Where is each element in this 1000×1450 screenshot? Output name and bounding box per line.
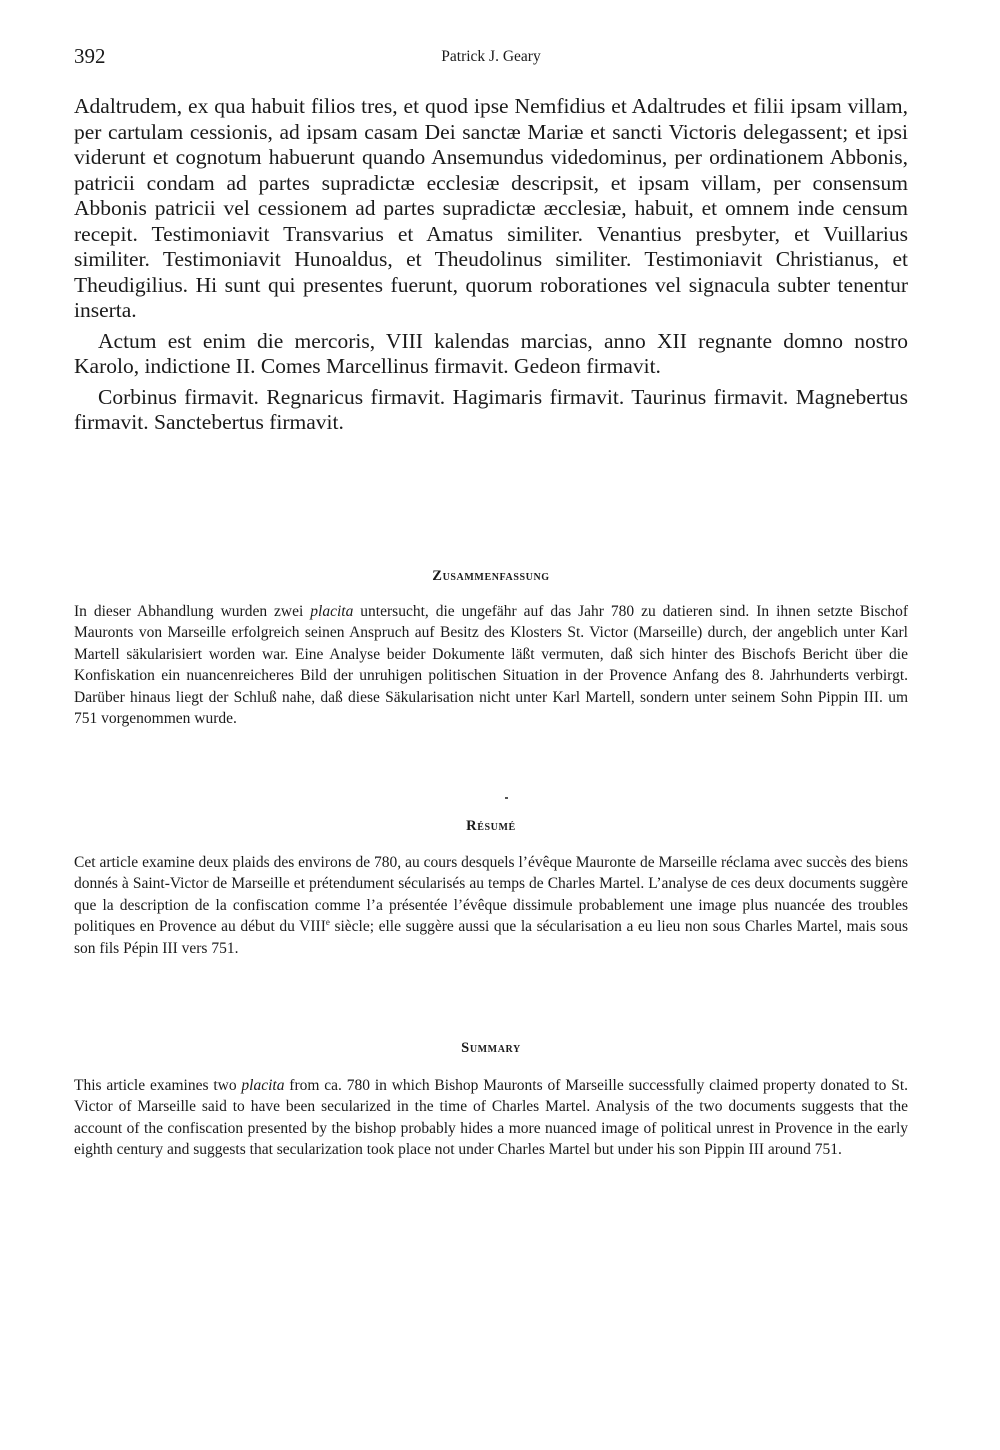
zusammenfassung-heading: Zusammenfassung bbox=[432, 568, 550, 584]
charter-signatories: Corbinus firmavit. Regnaricus firmavit. Hagimaris firmavit. Taurinus firmavit. Magnebertus firmavit. Sanctebertus firmavit. bbox=[74, 384, 908, 434]
zusammenfassung-text-part2: untersucht, die ungefähr auf das Jahr 780 zu datieren sind. In ihnen setzte Bischof Mauronts von Marseille erfolgreich seinen Anspruch auf Besitz des Klosters St. Victor (Marseille) durch, der angeblich unter Karl Martell säkularisiert worden war. Eine Analyse beider Dokumente läßt vermuten, daß sich hinter des Bischofs Bericht über die Konfiskation ein nuancenreicheres Bild der unruhigen politischen Situation in der Provence Anfang des 8. Jahrhunderts verbirgt. Darüber hinaus liegt der Schluß nahe, daß diese Säkularisation nicht unter Karl Martell, sondern unter seinem Sohn Pippin III. um 751 vorgenommen wurde. bbox=[74, 603, 908, 728]
running-head: Patrick J. Geary bbox=[441, 48, 541, 65]
page-header bbox=[74, 44, 908, 74]
resume-text-part2: siècle; elle suggère aussi que la sécularisation a eu lieu non sous Charles Martel, mais sous son fils Pépin III vers 751. bbox=[74, 918, 908, 957]
resume-superscript: e bbox=[325, 917, 330, 928]
resume-text bbox=[74, 852, 908, 959]
resume-text-part1: Cet article examine deux plaids des environs de 780, au cours desquels l’évêque Mauronte de Marseille réclama avec succès des biens donnés à Saint-Victor de Marseille et prétendument sécularisés au temps de Charles Martel. L’analyse de ces deux documents suggère que la description de la confiscation comme l’a présentée l’évêque dissimule probablement une image plus nuancée des troubles politiques en Provence au début du VIII bbox=[74, 854, 908, 936]
main-text bbox=[74, 94, 908, 436]
summary-heading: Summary bbox=[461, 1040, 521, 1056]
zusammenfassung-text-part1: In dieser Abhandlung wurden zwei bbox=[74, 603, 311, 620]
summary-section bbox=[74, 1040, 908, 1161]
charter-continuation: Adaltrudem, ex qua habuit filios tres, et quod ipse Nemfidius et Adaltrudes et filii ipsam villam, per cartulam cessionis, ad ipsam casam Dei sanctæ Mariæ et sancti Victoris delegassent; et ipsi viderunt et cognotum habuerunt quando Ansemundus videdominus, per ordinationem Abbonis, patricii condam ad partes supradictæ ecclesiæ descripsit, et ipsam villam, per consensum Abbonis patricii vel cessionem ad partes supradictæ æcclesiæ, habuit, et omnem inde censum recepit. Testimoniavit Transvarius et Amatus similiter. Venantius presbyter, et Vuillarius similiter. Testimoniavit Hunoaldus, et Theudolinus similiter. Testimoniavit Christianus, et Theudigilius. Hi sunt qui presentes fuerunt, quorum roborationes vel signacula subter tenentur inserta. bbox=[74, 94, 908, 322]
summary-italic-term: placita bbox=[241, 1077, 285, 1094]
zusammenfassung-section bbox=[74, 568, 908, 729]
summary-text bbox=[74, 1075, 908, 1161]
page-number: 392 bbox=[74, 44, 106, 68]
charter-actum: Actum est enim die mercoris, VIII kalendas marcias, anno XII regnante domno nostro Karolo, indictione II. Comes Marcellinus firmavit. Gedeon firmavit. bbox=[74, 328, 908, 378]
summary-text-part1: This article examines two bbox=[74, 1077, 242, 1094]
resume-section bbox=[74, 818, 908, 959]
zusammenfassung-italic-term: placita bbox=[310, 603, 354, 620]
stray-dot-mark bbox=[505, 797, 508, 799]
zusammenfassung-text bbox=[74, 601, 908, 729]
summary-text-part2: from ca. 780 in which Bishop Mauronts of Marseille successfully claimed property donated to St. Victor of Marseille said to have been secularized in the time of Charles Martel. Analysis of the two documents suggests that the account of the confiscation presented by the bishop probably hides a more nuanced image of political unrest in Provence in the early eighth century and suggests that secularization took place not under Charles Martel but under his son Pippin III around 751. bbox=[74, 1077, 908, 1159]
resume-heading: Résumé bbox=[466, 818, 516, 834]
